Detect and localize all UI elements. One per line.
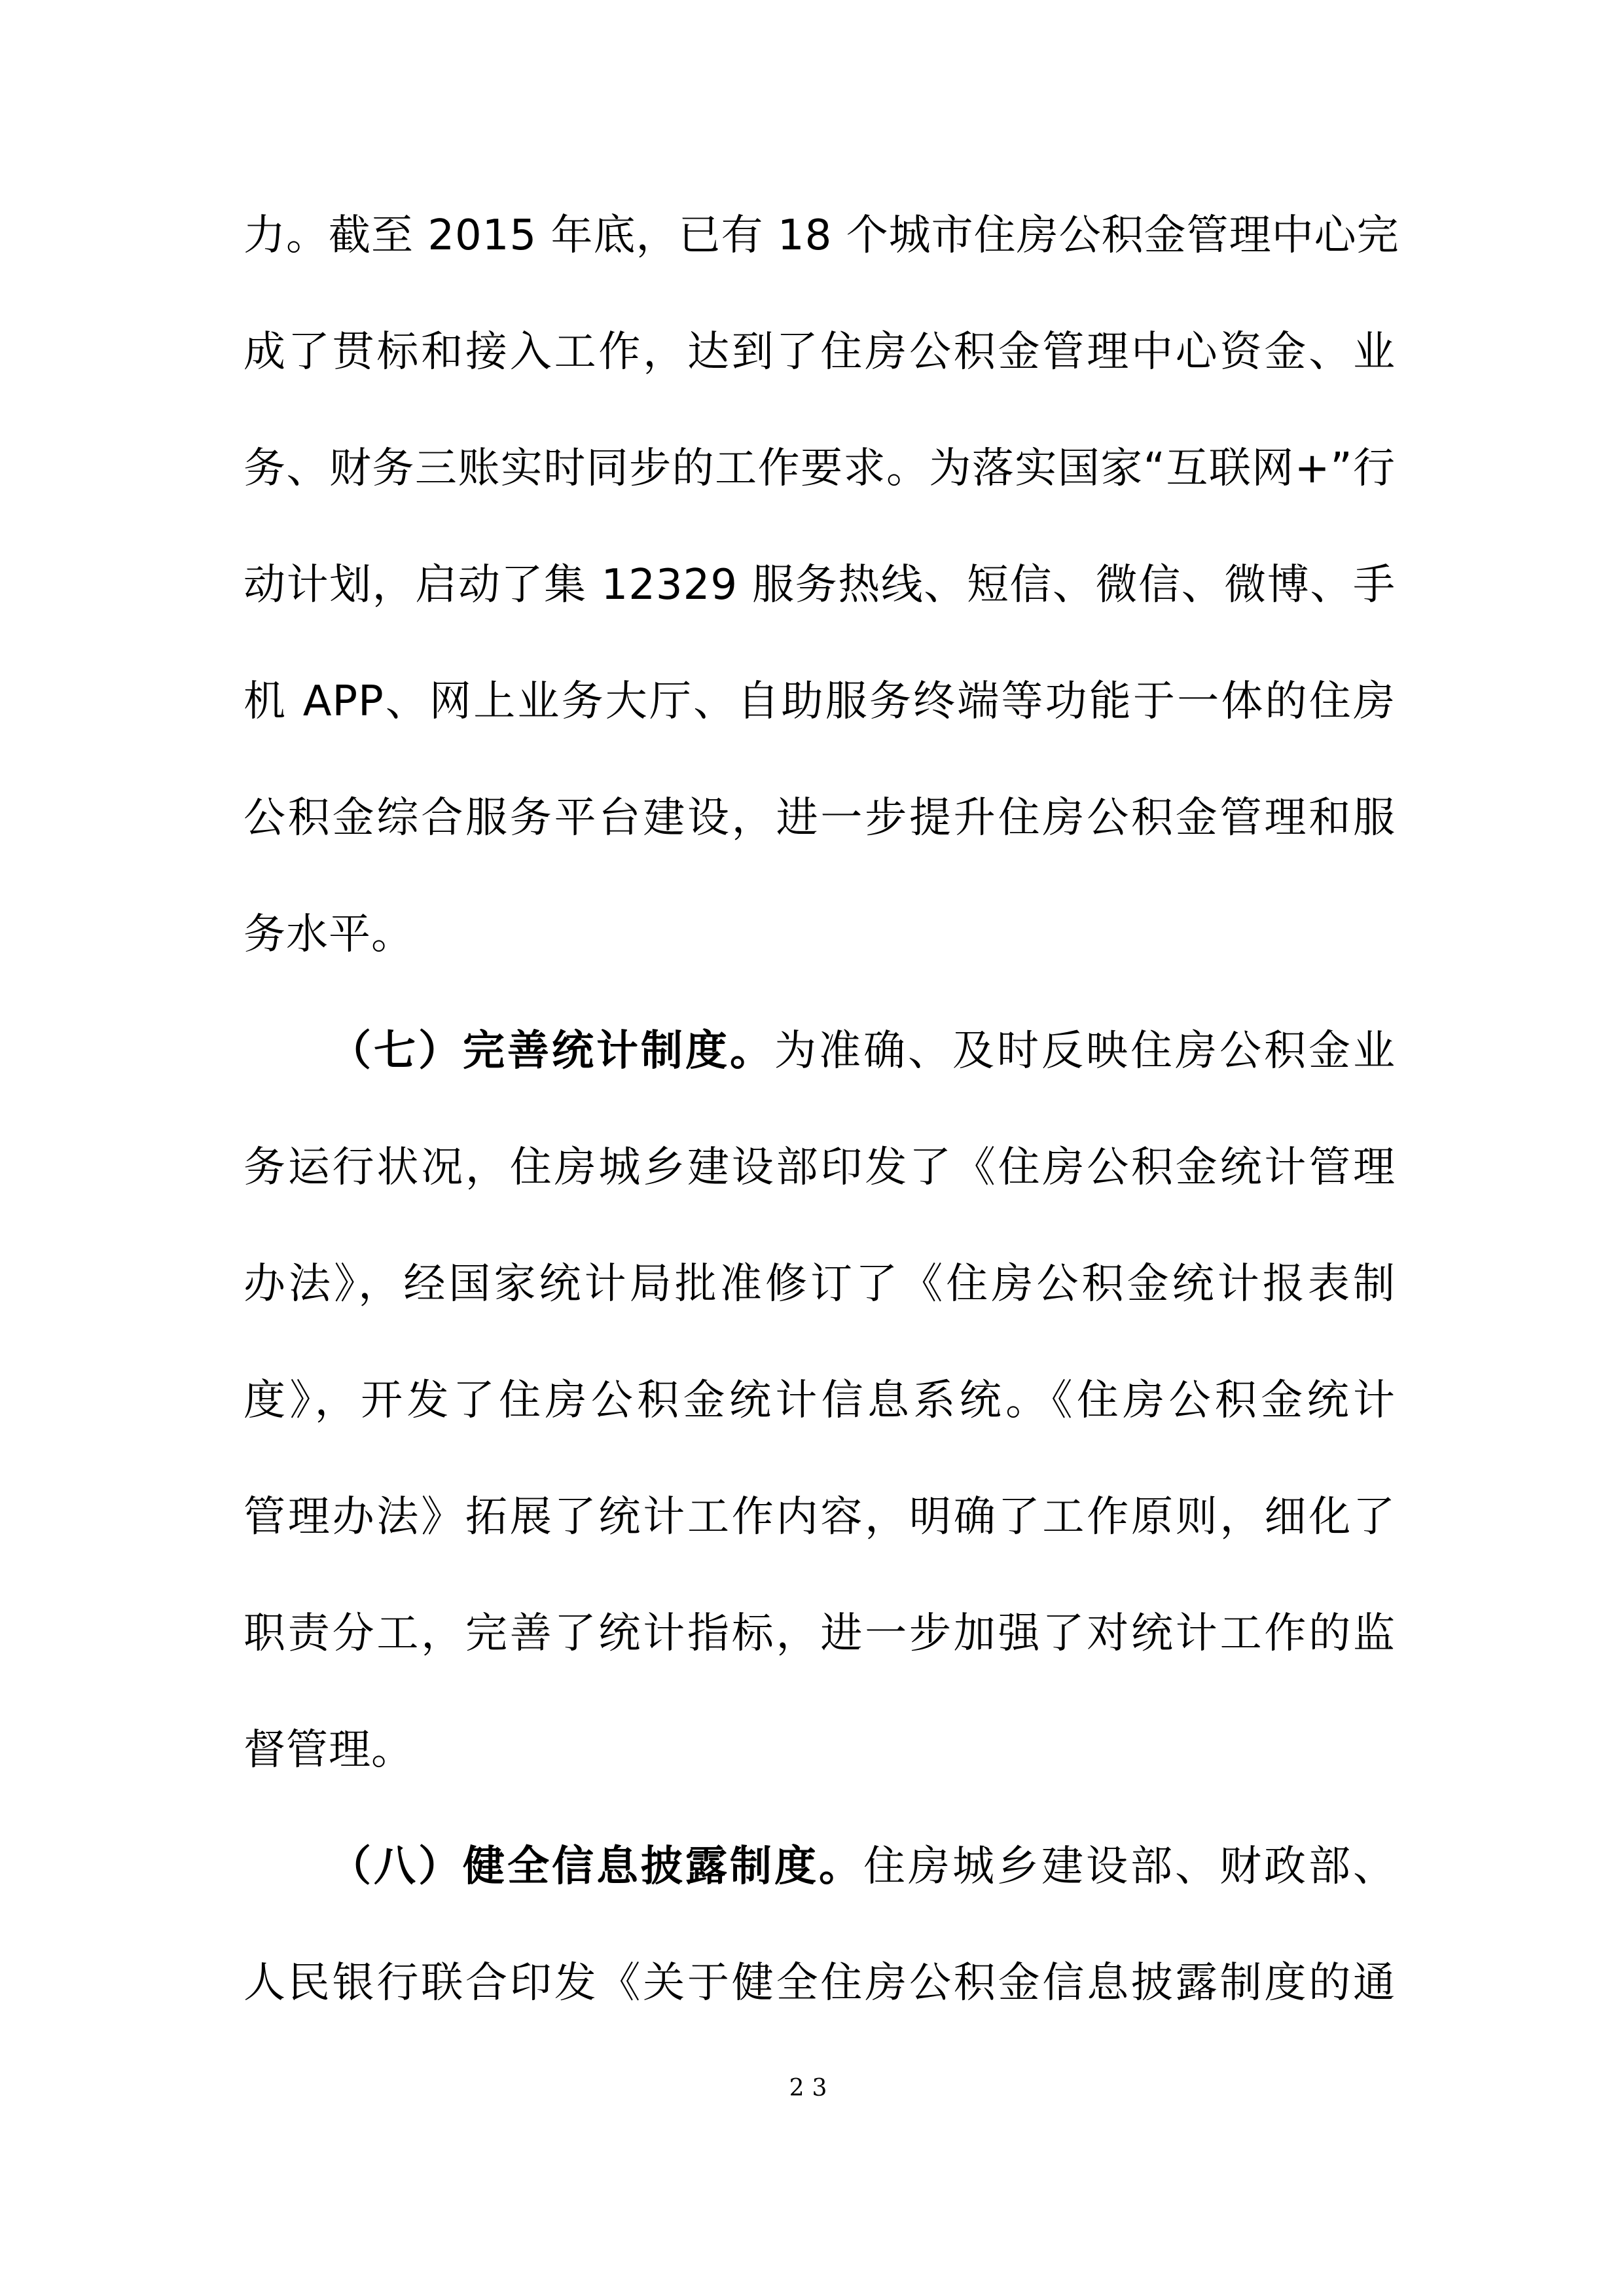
text-line-5: 机 APP、网上业务大厅、自助服务终端等功能于一体的住房	[244, 677, 1396, 726]
section-8-first-line-text: 住房城乡建设部、财政部、	[863, 1842, 1396, 1891]
text-line-6: 公积金综合服务平台建设，进一步提升住房公积金管理和服	[244, 794, 1396, 842]
section-7-line: 务运行状况，住房城乡建设部印发了《住房公积金统计管理	[244, 1143, 1396, 1192]
section-7-line: 职责分工，完善了统计指标，进一步加强了对统计工作的监	[244, 1609, 1396, 1658]
section-7-line: 督管理。	[244, 1726, 414, 1774]
section-7-first-line-text: 为准确、及时反映住房公积金业	[774, 1027, 1396, 1075]
section-7-first-line	[329, 1022, 1396, 1081]
section-7-line: 度》，开发了住房公积金统计信息系统。《住房公积金统计	[244, 1376, 1396, 1425]
text-line-4: 动计划，启动了集 12329 服务热线、短信、微信、微博、手	[244, 561, 1396, 609]
text-line-7: 务水平。	[244, 910, 414, 959]
section-8-heading: （八）健全信息披露制度。	[329, 1842, 863, 1891]
section-7-heading: （七）完善统计制度。	[329, 1027, 774, 1075]
section-8-line: 人民银行联合印发《关于健全住房公积金信息披露制度的通	[244, 1959, 1396, 2007]
text-line-1: 力。截至 2015 年底，已有 18 个城市住房公积金管理中心完	[244, 211, 1399, 260]
text-line-2: 成了贯标和接入工作，达到了住房公积金管理中心资金、业	[244, 328, 1396, 376]
section-7-line: 管理办法》拓展了统计工作内容，明确了工作原则，细化了	[244, 1493, 1396, 1541]
text-line-3: 务、财务三账实时同步的工作要求。为落实国家“互联网+”行	[244, 444, 1396, 493]
page-number: 23	[789, 2075, 835, 2102]
section-7-line: 办法》，经国家统计局批准修订了《住房公积金统计报表制	[244, 1260, 1396, 1308]
section-8-first-line	[329, 1837, 1396, 1896]
